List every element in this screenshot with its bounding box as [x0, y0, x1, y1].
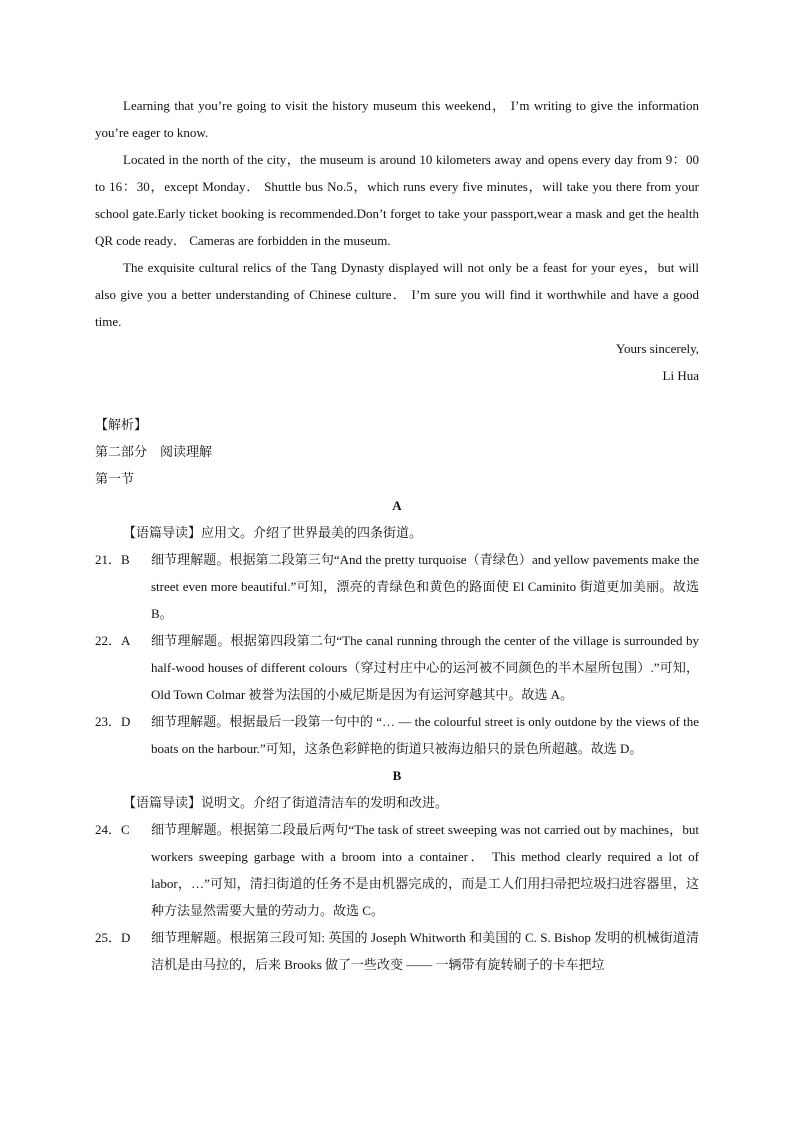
answer-number: 23．D: [95, 714, 131, 729]
answer-item-23: [95, 708, 699, 762]
answer-number: 25．D: [95, 930, 131, 945]
answer-explanation: 细节理解题。根据第二段第三句“And the pretty turquoise（青绿色）and yellow pavements make the street even more beautiful.”可知，漂亮的青绿色和黄色的路面使 El Caminito 街道更加美丽。故选 B。: [151, 552, 699, 621]
answer-explanation: 细节理解题。根据第二段最后两句“The task of street sweeping was not carried out by machines，but workers sweeping garbage with a broom into a container． This method clearly required a lot of labor，…”可知，清扫街道的任务不是由机器完成的，而是工人们用扫帚把垃圾扫进容器里，这种方法显然需要大量的劳动力。故选 C。: [151, 822, 699, 918]
answer-item-25: [95, 924, 699, 978]
analysis-part: 第二部分 阅读理解: [95, 444, 213, 459]
passage-b-label: B: [392, 768, 402, 783]
analysis-section: 第一节: [95, 471, 135, 486]
passage-a-label: A: [392, 498, 402, 513]
answer-number: 22．A: [95, 633, 131, 648]
answer-item-22: [95, 627, 699, 708]
answer-explanation: 细节理解题。根据最后一段第一句中的 “… — the colourful street is only outdone by the views of the boats on the harbour.”可知，这条色彩鲜艳的街道只被海边船只的景色所超越。故选 D。: [151, 714, 699, 756]
letter-signature: Li Hua: [662, 368, 699, 383]
analysis-heading: 【解析】: [95, 417, 148, 432]
document-page: [95, 92, 699, 978]
passage-a-guide: 【语篇导读】应用文。介绍了世界最美的四条街道。: [123, 525, 423, 540]
letter-paragraph-2: Located in the north of the city，the museum is around 10 kilometers away and opens every day from 9：00 to 16：30，except Monday． Shuttle bus No.5，which runs every five minutes，will take you there from your school gate.Early ticket booking is recommended.Don’t forget to take your passport,wear a mask and get the health QR code ready． Cameras are forbidden in the museum.: [95, 152, 699, 248]
answer-item-24: [95, 816, 699, 924]
passage-b-guide: 【语篇导读】说明文。介绍了街道清洁车的发明和改进。: [123, 795, 449, 810]
answer-item-21: [95, 546, 699, 627]
letter-closing: Yours sincerely,: [615, 341, 699, 356]
answer-explanation: 细节理解题。根据第四段第二句“The canal running through the center of the village is surrounded by half-wood houses of different colours（穿过村庄中心的运河被不同颜色的半木屋所包围）.”可知，Old Town Colmar 被誉为法国的小威尼斯是因为有运河穿越其中。故选 A。: [151, 633, 699, 702]
answer-number: 24．C: [95, 822, 130, 837]
section-spacer: [95, 389, 699, 411]
answer-number: 21．B: [95, 552, 130, 567]
letter-paragraph-3: The exquisite cultural relics of the Tang Dynasty displayed will not only be a feast for your eyes，but will also give you a better understanding of Chinese culture． I’m sure you will find it worthwhile and have a good time.: [95, 260, 699, 329]
answer-explanation: 细节理解题。根据第三段可知: 英国的 Joseph Whitworth 和美国的 C. S. Bishop 发明的机械街道清洁机是由马拉的，后来 Brooks 做了一些改变 —— 一辆带有旋转刷子的卡车把垃: [151, 930, 699, 972]
letter-paragraph-1: Learning that you’re going to visit the history museum this weekend， I’m writing to give the information you’re eager to know.: [95, 98, 699, 140]
